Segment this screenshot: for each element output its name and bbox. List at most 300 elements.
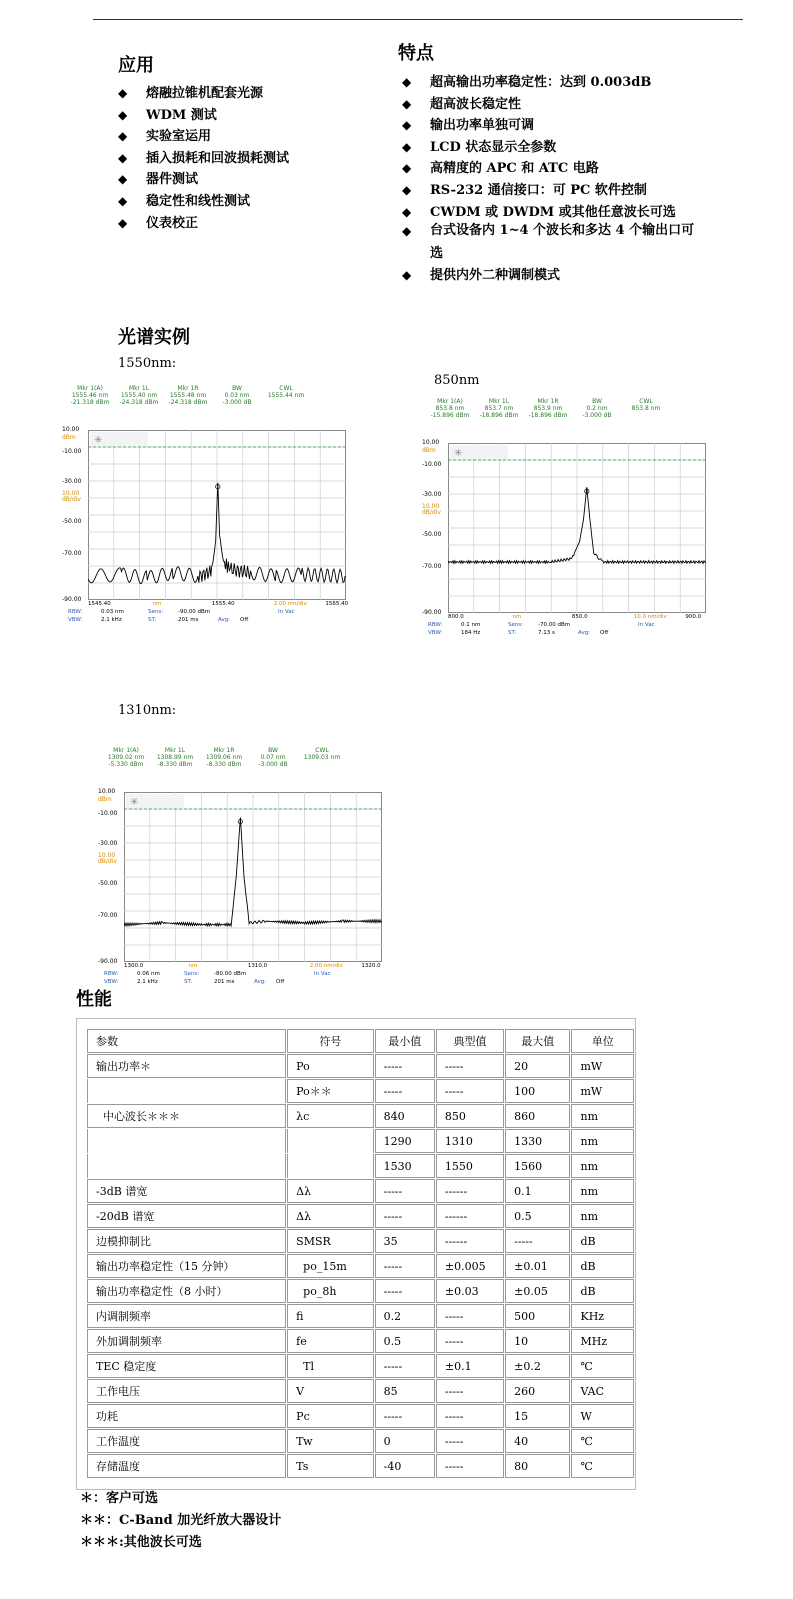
table-row: [87, 1229, 634, 1253]
table-cell: Tl: [287, 1354, 373, 1378]
applications-list: [118, 83, 378, 234]
marker-readout-line: 1555.40 nm: [120, 392, 158, 399]
table-cell: 输出功率＊: [87, 1054, 286, 1078]
y-tick-label: -50.00: [98, 880, 118, 887]
table-cell: 边模抑制比: [87, 1229, 286, 1253]
table-cell: 85: [375, 1379, 435, 1403]
y-tick-label: -70.00: [62, 550, 82, 557]
table-row: [87, 1404, 634, 1428]
x-tick-label: 1320.0: [361, 963, 381, 969]
marker-readout: [150, 747, 200, 768]
marker-readout-line: -5.330 dBm: [108, 761, 144, 768]
footer-readout: VBW:: [68, 617, 83, 623]
table-cell: 0: [375, 1429, 435, 1453]
marker-readout: [114, 385, 164, 406]
x-tick-label: nm: [152, 601, 162, 607]
table-cell: 输出功率稳定性（15 分钟）: [87, 1254, 286, 1278]
marker-readout-line: -18.896 dBm: [479, 412, 519, 419]
table-row: [87, 1104, 634, 1128]
table-cell: 0.2: [375, 1304, 435, 1328]
table-cell: MHz: [571, 1329, 634, 1353]
table-row: [87, 1079, 634, 1103]
table-cell: -20dB 谱宽: [87, 1204, 286, 1228]
marker-readout: [621, 398, 671, 412]
table-cell: ±0.05: [505, 1279, 570, 1303]
table-row: [87, 1304, 634, 1328]
y-tick-label: -30.00: [422, 491, 442, 498]
table-cell: mW: [571, 1079, 634, 1103]
list-item: ◆ 输出功率单独可调: [402, 118, 535, 134]
y-tick-label: 10.00: [62, 490, 80, 497]
footer-readout: VBW:: [428, 630, 443, 636]
table-cell: 15: [505, 1404, 570, 1428]
table-cell: ℃: [571, 1454, 634, 1478]
marker-readout-line: 1309.03 nm: [303, 754, 341, 761]
spectrum-panel-850: [420, 396, 720, 641]
footer-readout: In Vac: [278, 609, 295, 615]
table-cell: 500: [505, 1304, 570, 1328]
footer-readout: Sens:: [148, 609, 164, 615]
marker-readout-line: Mkr 1(A): [77, 385, 103, 392]
performance-title: 性能: [76, 989, 112, 1010]
table-cell: nm: [571, 1154, 634, 1178]
table-cell: -----: [375, 1279, 435, 1303]
marker-readout-line: -8.330 dBm: [206, 761, 242, 768]
table-cell: 内调制频率: [87, 1304, 286, 1328]
table-row: [87, 1454, 634, 1478]
marker-readout-line: BW: [268, 747, 278, 754]
footer-readout: Avg:: [578, 630, 591, 636]
y-tick-label: -30.00: [98, 840, 118, 847]
x-tick-label: nm: [188, 963, 198, 969]
footer-readout: -70.00 dBm: [538, 622, 571, 628]
table-cell: fe: [287, 1329, 373, 1353]
footer-readout: Avg:: [218, 617, 231, 623]
table-cell: [287, 1129, 373, 1153]
table-cell: nm: [571, 1179, 634, 1203]
x-tick-label: 2.00 nm/div: [273, 601, 307, 607]
table-cell: mW: [571, 1054, 634, 1078]
list-item: ◆ 插入损耗和回波损耗测试: [118, 150, 290, 166]
y-tick-label: 10.00: [422, 439, 440, 446]
x-tick-label: 1565.40: [325, 601, 349, 607]
table-cell: 850: [436, 1104, 504, 1128]
marker-readout-line: 0.2 nm: [586, 405, 608, 412]
footnotes: [80, 1488, 281, 1554]
marker-readout-line: 0.07 nm: [260, 754, 286, 761]
y-tick-label: -10.00: [62, 448, 82, 455]
spectrum-plot: [88, 430, 346, 600]
marker-readout-line: Mkr 1R: [213, 747, 235, 754]
table-cell: ±0.2: [505, 1354, 570, 1378]
table-cell: 输出功率稳定性（8 小时）: [87, 1279, 286, 1303]
table-cell: -----: [436, 1454, 504, 1478]
applications-title: 应用: [118, 55, 154, 76]
agilent-spark-icon: ✳: [130, 797, 139, 808]
footer-readout: Sens:: [508, 622, 524, 628]
footer-readout: In Vac: [638, 622, 655, 628]
marker-readout-line: BW: [592, 398, 602, 405]
table-cell: -----: [375, 1254, 435, 1278]
table-cell: 260: [505, 1379, 570, 1403]
table-cell: 1330: [505, 1129, 570, 1153]
marker-readout-line: Mkr 1L: [164, 747, 186, 754]
spectrum-title: 光谱实例: [118, 327, 190, 348]
spectrum-label-1550: 1550nm:: [118, 356, 177, 371]
table-cell: -----: [375, 1354, 435, 1378]
table-row: [87, 1354, 634, 1378]
table-row: [87, 1179, 634, 1203]
table-row: [87, 1054, 634, 1078]
table-cell: ------: [436, 1204, 504, 1228]
table-cell: 20: [505, 1054, 570, 1078]
marker-readout: [163, 385, 213, 406]
table-cell: ------: [436, 1179, 504, 1203]
table-cell: 1530: [375, 1154, 435, 1178]
table-cell: dB: [571, 1279, 634, 1303]
table-cell: ℃: [571, 1354, 634, 1378]
marker-readout-line: 1555.48 nm: [169, 392, 207, 399]
table-cell: ------: [436, 1229, 504, 1253]
marker-readout-line: 853.8 nm: [631, 405, 661, 412]
column-header: 典型值: [436, 1029, 504, 1053]
marker-readout: [572, 398, 622, 419]
table-cell: 10: [505, 1329, 570, 1353]
table-cell: KHz: [571, 1304, 634, 1328]
footnote: ＊＊：C-Band 加光纤放大器设计: [80, 1513, 282, 1528]
marker-readout-line: 853.7 nm: [484, 405, 514, 412]
table-cell: 80: [505, 1454, 570, 1478]
spectrum-panel-1550: [60, 383, 360, 628]
table-row: [87, 1379, 634, 1403]
table-cell: Ts: [287, 1454, 373, 1478]
list-item: ◆ 器件测试: [118, 172, 199, 188]
performance-table-frame: [76, 1018, 636, 1490]
x-tick-label: 1545.40: [88, 601, 111, 607]
footer-readout: 0.1 nm: [461, 622, 481, 628]
spectrum-label-850: 850nm: [434, 373, 480, 388]
table-row: [87, 1129, 634, 1153]
table-header-row: [87, 1029, 634, 1053]
column-header: 单位: [571, 1029, 634, 1053]
agilent-spark-icon: ✳: [94, 435, 103, 446]
footer-readout: -90.00 dBm: [178, 609, 211, 615]
table-cell: po_8h: [287, 1279, 373, 1303]
spectrum-panel-1310: [96, 745, 396, 985]
table-cell: 工作温度: [87, 1429, 286, 1453]
table-cell: ±0.01: [505, 1254, 570, 1278]
marker-readout: [474, 398, 524, 419]
table-cell: 外加调制频率: [87, 1329, 286, 1353]
table-cell: -----: [436, 1304, 504, 1328]
marker-readout-line: Mkr 1(A): [437, 398, 463, 405]
y-tick-label: -10.00: [422, 461, 442, 468]
table-cell: -3dB 谱宽: [87, 1179, 286, 1203]
table-cell: dB: [571, 1254, 634, 1278]
table-row: [87, 1254, 634, 1278]
marker-readout-line: -3.000 dB: [258, 761, 288, 768]
table-cell: 860: [505, 1104, 570, 1128]
marker-readout-line: Mkr 1R: [537, 398, 559, 405]
table-row: [87, 1204, 634, 1228]
x-tick-label: 1555.40: [211, 601, 235, 607]
footer-readout: VBW:: [104, 979, 119, 985]
table-cell: Δλ: [287, 1204, 373, 1228]
footer-readout: -80.00 dBm: [214, 971, 247, 977]
footer-readout: 184 Hz: [461, 630, 481, 636]
footer-readout: 0.06 nm: [137, 971, 160, 977]
x-tick-label: 1300.0: [124, 963, 144, 969]
spectrum-plot: [448, 443, 706, 613]
table-cell: Pc: [287, 1404, 373, 1428]
table-cell: 1310: [436, 1129, 504, 1153]
marker-readout-line: -21.318 dBm: [70, 399, 110, 406]
table-cell: W: [571, 1404, 634, 1428]
table-cell: ±0.005: [436, 1254, 504, 1278]
y-tick-label: -50.00: [422, 531, 442, 538]
y-tick-label: -50.00: [62, 518, 82, 525]
marker-readout-line: Mkr 1R: [177, 385, 199, 392]
footer-readout: 2.1 kHz: [101, 617, 122, 623]
table-cell: [287, 1154, 373, 1178]
table-row: [87, 1279, 634, 1303]
x-tick-label: 2.00 nm/div: [309, 963, 343, 969]
table-cell: 0.5: [375, 1329, 435, 1353]
x-tick-label: 850.0: [571, 614, 588, 620]
y-tick-label: -70.00: [98, 912, 118, 919]
footer-readout: RBW:: [428, 622, 443, 628]
table-cell: 功耗: [87, 1404, 286, 1428]
list-item: ◆ 超高输出功率稳定性：达到 0.003dB: [402, 75, 652, 90]
footer-readout: Avg:: [254, 979, 267, 985]
table-cell: 0.5: [505, 1204, 570, 1228]
marker-readout: [101, 747, 151, 768]
list-item: ◆ WDM 测试: [118, 107, 217, 123]
marker-readout: [248, 747, 298, 768]
table-cell: TEC 稳定度: [87, 1354, 286, 1378]
marker-readout-line: Mkr 1(A): [113, 747, 139, 754]
table-cell: -----: [436, 1429, 504, 1453]
x-tick-label: 10.0 nm/div: [633, 614, 667, 620]
table-cell: 40: [505, 1429, 570, 1453]
y-tick-label: -70.00: [422, 563, 442, 570]
footer-readout: Off: [240, 617, 249, 623]
y-tick-label: 10.00: [62, 426, 80, 433]
list-item: ◆ RS-232 通信接口：可 PC 软件控制: [402, 182, 647, 198]
y-tick-label: dBm: [422, 447, 436, 454]
table-cell: [87, 1079, 286, 1103]
marker-readout-line: -8.330 dBm: [157, 761, 193, 768]
y-tick-label: dB/div: [62, 496, 81, 503]
y-tick-label: -90.00: [98, 958, 118, 965]
footer-readout: 201 ms: [214, 979, 235, 985]
table-cell: -----: [436, 1329, 504, 1353]
y-tick-label: -90.00: [422, 609, 442, 616]
table-cell: 中心波长＊＊＊: [87, 1104, 286, 1128]
marker-readout-line: Mkr 1L: [488, 398, 510, 405]
table-cell: Δλ: [287, 1179, 373, 1203]
footer-readout: RBW:: [68, 609, 83, 615]
list-item: ◆ 高精度的 APC 和 ATC 电路: [402, 161, 599, 177]
table-cell: VAC: [571, 1379, 634, 1403]
table-cell: -----: [505, 1229, 570, 1253]
footer-readout: 0.03 nm: [101, 609, 124, 615]
footer-readout: RBW:: [104, 971, 119, 977]
footnote: ＊＊＊:其他波长可选: [80, 1535, 202, 1550]
table-cell: -----: [436, 1079, 504, 1103]
marker-readout-line: -24.318 dBm: [168, 399, 208, 406]
marker-readout-line: 853.9 nm: [533, 405, 563, 412]
table-cell: 840: [375, 1104, 435, 1128]
marker-readout: [261, 385, 311, 399]
table-cell: Po: [287, 1054, 373, 1078]
footer-readout: ST:: [148, 617, 157, 623]
table-cell: dB: [571, 1229, 634, 1253]
table-cell: [87, 1129, 286, 1153]
table-cell: -----: [375, 1179, 435, 1203]
list-item: ◆ LCD 状态显示全参数: [402, 139, 557, 155]
y-tick-label: -10.00: [98, 810, 118, 817]
features-list: [402, 72, 702, 286]
footnote: ＊：客户可选: [80, 1491, 159, 1506]
list-item: ◆ CWDM 或 DWDM 或其他任意波长可选: [402, 204, 676, 220]
table-row: [87, 1429, 634, 1453]
list-item: ◆ 超高波长稳定性: [402, 96, 522, 112]
table-cell: -40: [375, 1454, 435, 1478]
list-item: ◆ 台式设备内 1~4 个波长和多达 4 个输出口可: [402, 223, 695, 239]
marker-readout-line: Mkr 1L: [128, 385, 150, 392]
x-tick-label: 800.0: [448, 614, 464, 620]
table-cell: 1550: [436, 1154, 504, 1178]
marker-readout: [297, 747, 347, 761]
table-cell: 1560: [505, 1154, 570, 1178]
table-cell: -----: [436, 1404, 504, 1428]
list-item: ◆ 稳定性和线性测试: [118, 193, 251, 209]
table-cell: 存储温度: [87, 1454, 286, 1478]
table-cell: nm: [571, 1129, 634, 1153]
table-cell: 35: [375, 1229, 435, 1253]
table-cell: nm: [571, 1204, 634, 1228]
list-item: ◆ 实验室运用: [118, 129, 212, 145]
y-tick-label: dB/div: [422, 509, 441, 516]
table-cell: po_15m: [287, 1254, 373, 1278]
table-cell: λc: [287, 1104, 373, 1128]
table-cell: SMSR: [287, 1229, 373, 1253]
spectrum-label-1310: 1310nm:: [118, 703, 177, 718]
marker-readout-line: CWL: [639, 398, 653, 405]
table-cell: fi: [287, 1304, 373, 1328]
footer-readout: In Vac: [314, 971, 331, 977]
footer-readout: 201 ms: [178, 617, 199, 623]
top-divider: [93, 19, 743, 20]
table-cell: V: [287, 1379, 373, 1403]
table-cell: 100: [505, 1079, 570, 1103]
y-tick-label: 10.00: [98, 788, 116, 795]
footer-readout: Off: [276, 979, 285, 985]
marker-readout-line: -24.318 dBm: [119, 399, 159, 406]
list-item: ◆ 仪表校正: [118, 215, 199, 231]
marker-readout-line: 1555.46 nm: [71, 392, 109, 399]
marker-readout-line: CWL: [315, 747, 329, 754]
x-tick-label: 900.0: [685, 614, 702, 620]
y-tick-label: -30.00: [62, 478, 82, 485]
footer-readout: ST:: [184, 979, 193, 985]
y-tick-label: dBm: [98, 796, 112, 803]
marker-readout-line: BW: [232, 385, 242, 392]
table-cell: 1290: [375, 1129, 435, 1153]
x-tick-label: 1310.0: [247, 963, 268, 969]
table-cell: -----: [375, 1079, 435, 1103]
list-item: ◆ 熔融拉锥机配套光源: [118, 86, 264, 101]
marker-readout-line: -15.896 dBm: [430, 412, 470, 419]
footer-readout: Sens:: [184, 971, 200, 977]
column-header: 最小值: [375, 1029, 435, 1053]
marker-readout-line: 1555.44 nm: [267, 392, 305, 399]
table-cell: -----: [436, 1054, 504, 1078]
table-cell: 0.1: [505, 1179, 570, 1203]
marker-readout-line: 853.8 nm: [435, 405, 465, 412]
y-tick-label: dBm: [62, 434, 76, 441]
y-tick-label: 10.00: [422, 503, 440, 510]
footer-readout: 2.1 kHz: [137, 979, 158, 985]
marker-readout-line: -3.000 dB: [222, 399, 252, 406]
features-title: 特点: [398, 43, 434, 64]
table-cell: -----: [436, 1379, 504, 1403]
list-item-continuation: 选: [430, 246, 444, 262]
table-cell: [87, 1154, 286, 1178]
table-row: [87, 1329, 634, 1353]
marker-readout-line: 1309.02 nm: [107, 754, 145, 761]
table-cell: nm: [571, 1104, 634, 1128]
spectrum-plot: [124, 792, 382, 962]
column-header: 符号: [287, 1029, 373, 1053]
marker-readout: [425, 398, 475, 419]
marker-readout-line: 1309.06 nm: [205, 754, 243, 761]
marker-readout-line: CWL: [279, 385, 293, 392]
y-tick-label: -90.00: [62, 596, 82, 603]
table-cell: Tw: [287, 1429, 373, 1453]
table-cell: ±0.1: [436, 1354, 504, 1378]
table-cell: -----: [375, 1404, 435, 1428]
table-cell: ℃: [571, 1429, 634, 1453]
list-item: ◆ 提供内外二种调制模式: [402, 267, 561, 283]
marker-readout: [523, 398, 573, 419]
agilent-spark-icon: ✳: [454, 448, 463, 459]
x-tick-label: nm: [512, 614, 522, 620]
marker-readout-line: 0.03 nm: [224, 392, 250, 399]
footer-readout: Off: [600, 630, 609, 636]
marker-readout: [212, 385, 262, 406]
footer-readout: 7.13 s: [538, 630, 555, 636]
footer-readout: ST:: [508, 630, 517, 636]
table-cell: ±0.03: [436, 1279, 504, 1303]
column-header: 参数: [87, 1029, 286, 1053]
table-cell: -----: [375, 1204, 435, 1228]
marker-readout-line: -3.000 dB: [582, 412, 612, 419]
y-tick-label: 10.00: [98, 852, 116, 859]
performance-table: [86, 1028, 635, 1479]
table-cell: Po＊＊: [287, 1079, 373, 1103]
table-cell: -----: [375, 1054, 435, 1078]
column-header: 最大值: [505, 1029, 570, 1053]
y-tick-label: dB/div: [98, 858, 117, 865]
marker-readout-line: 1308.99 nm: [156, 754, 194, 761]
marker-readout: [65, 385, 115, 406]
table-cell: 工作电压: [87, 1379, 286, 1403]
marker-readout: [199, 747, 249, 768]
marker-readout-line: -18.896 dBm: [528, 412, 568, 419]
table-row: [87, 1154, 634, 1178]
